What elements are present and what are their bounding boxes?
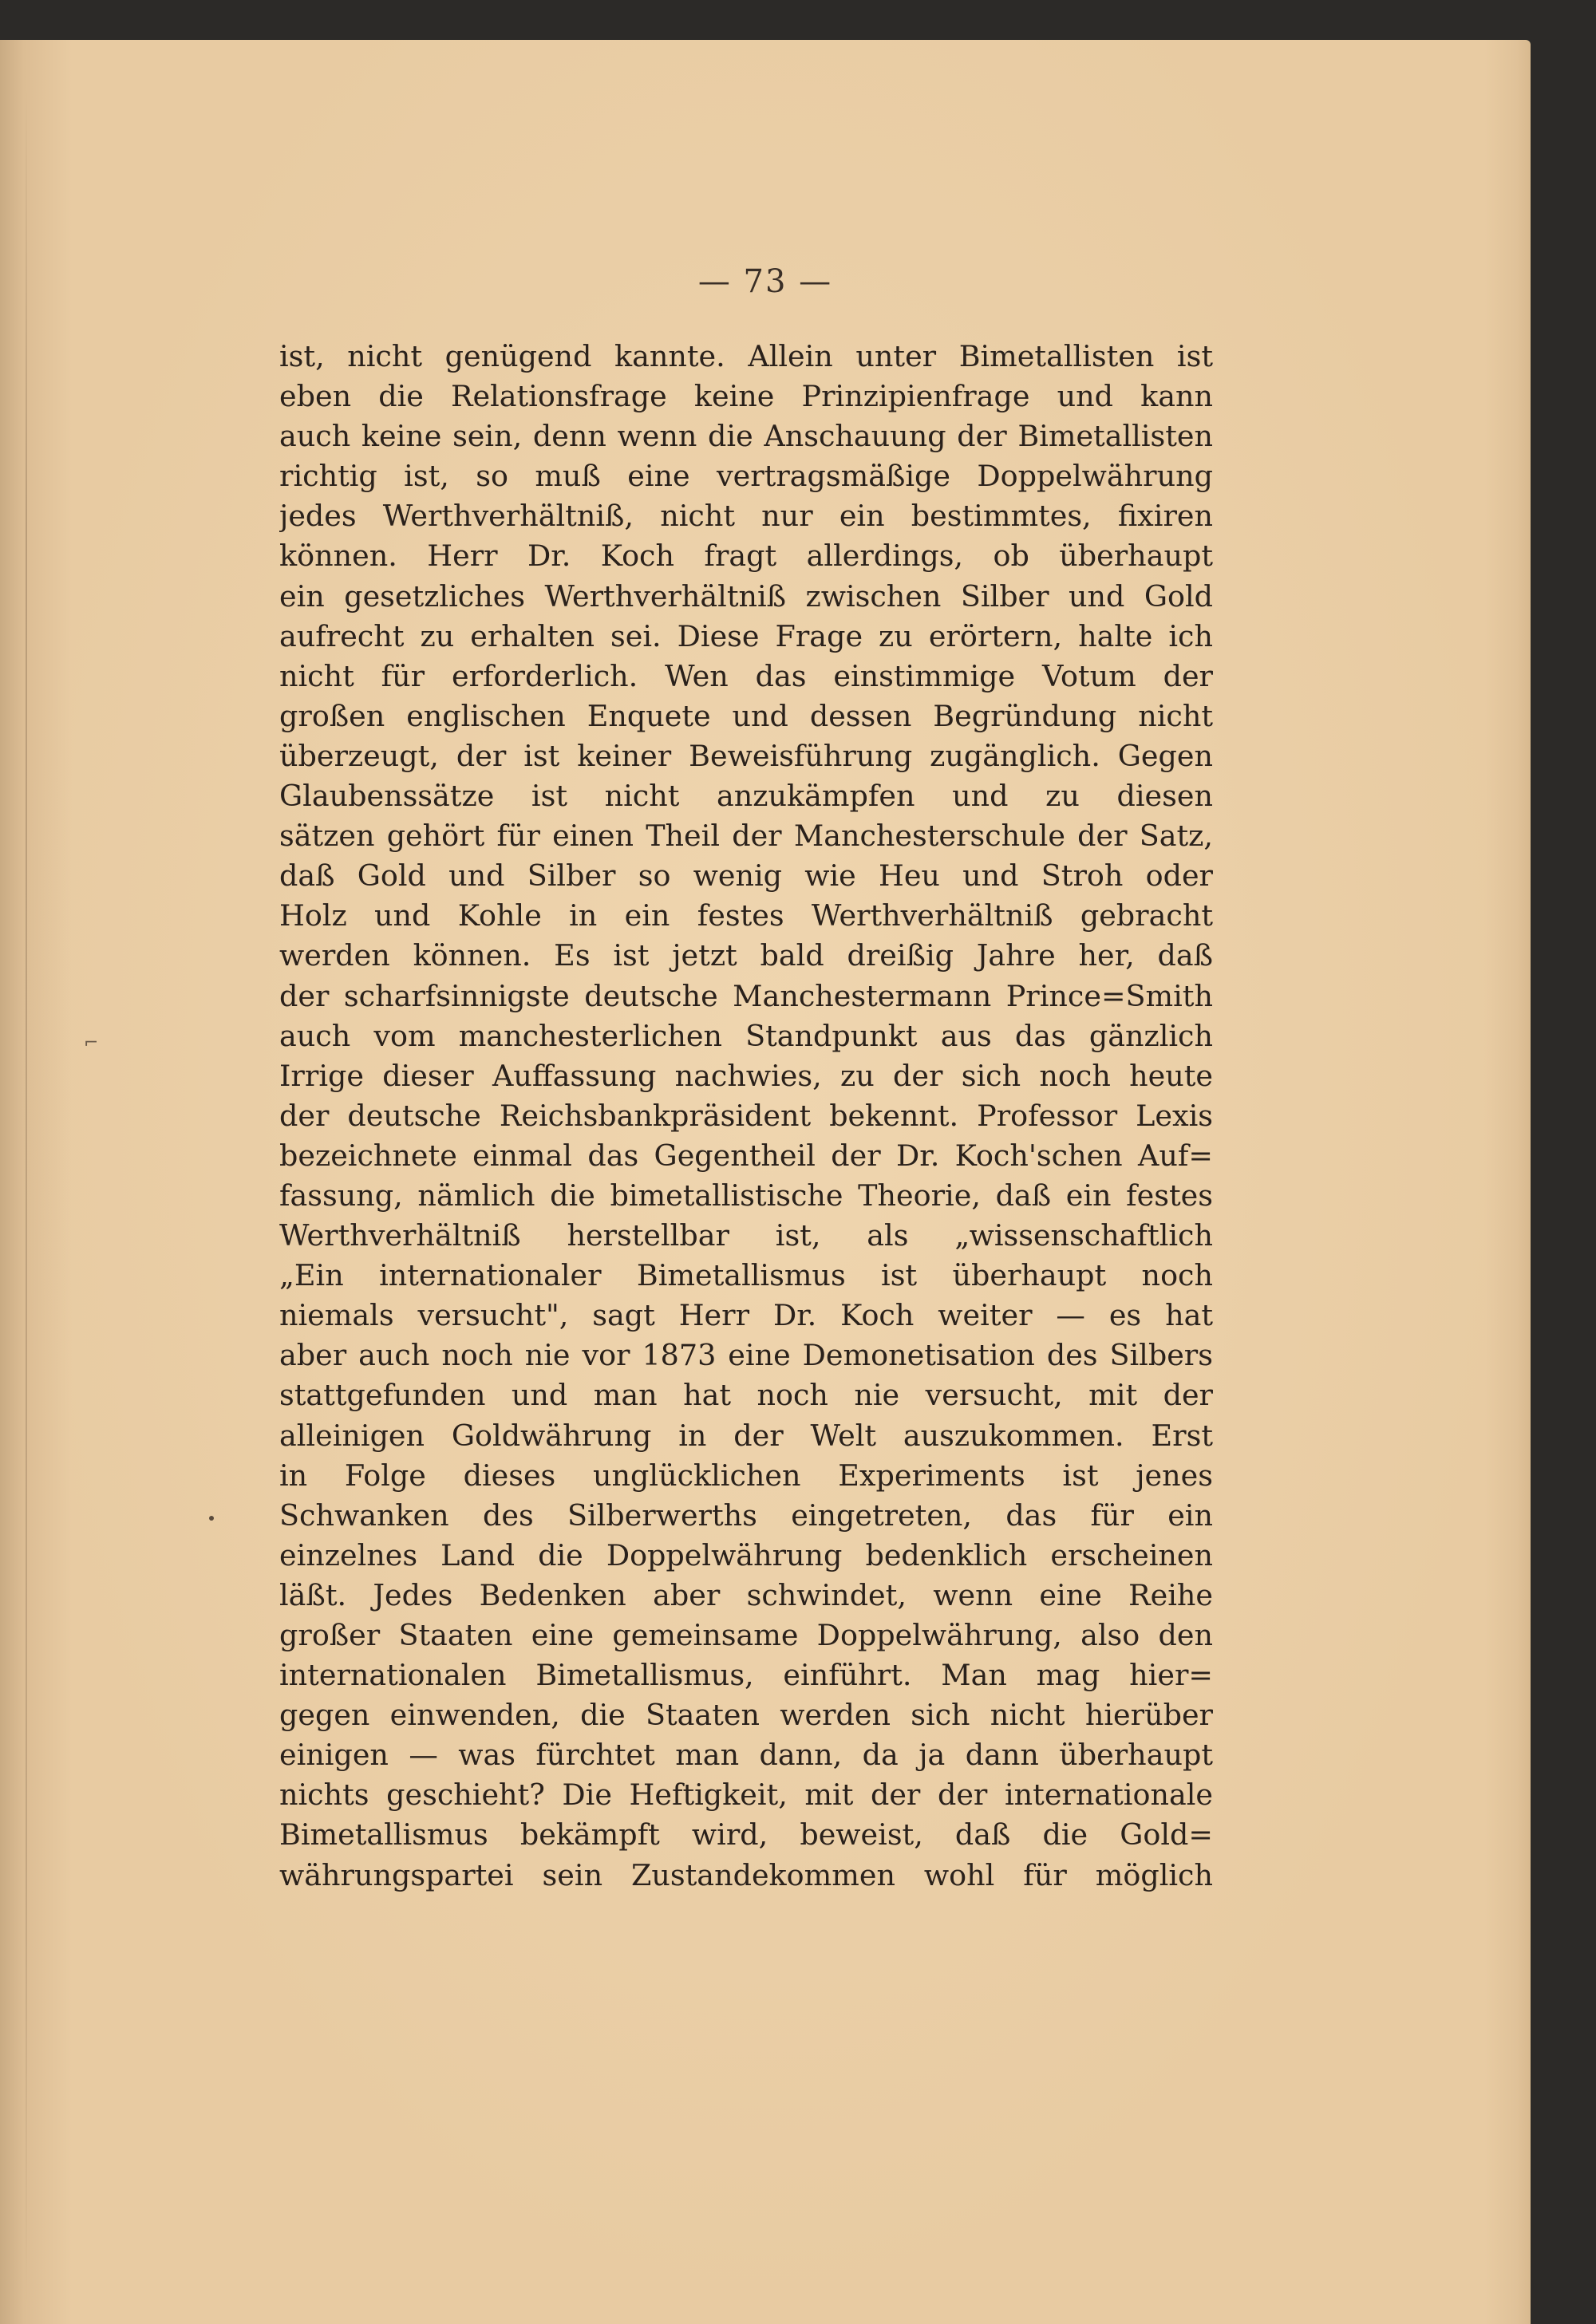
text-line: ist, nicht genügend kannte. Allein unter Bimetallisten ist	[279, 339, 1213, 373]
text-line: währungspartei sein Zustandekommen wohl für möglich	[279, 1857, 1213, 1892]
text-line: großen englischen Enquete und dessen Begründung nicht	[279, 698, 1213, 733]
text-line: „Ein internationaler Bimetallismus ist überhaupt noch	[279, 1258, 1213, 1293]
text-line: richtig ist, so muß eine vertragsmäßige Doppelwährung	[279, 459, 1213, 494]
text-line: der scharfsinnigste deutsche Manchestermann Prince=Smith	[279, 978, 1213, 1013]
text-line: Werthverhältniß herstellbar ist, als „wissenschaftlich	[279, 1218, 1213, 1253]
text-line: auch keine sein, denn wenn die Anschauung der Bimetallisten	[279, 419, 1213, 454]
page-fold-shadow	[26, 88, 27, 2306]
text-line: Glaubenssätze ist nicht anzukämpfen und zu diesen	[279, 779, 1213, 814]
text-line: aber auch noch nie vor 1873 eine Demonetisation des Silbers	[279, 1338, 1213, 1373]
text-line: großer Staaten eine gemeinsame Doppelwährung, also den	[279, 1618, 1213, 1652]
text-line: nicht für erforderlich. Wen das einstimmige Votum der	[279, 658, 1213, 693]
text-line: alleinigen Goldwährung in der Welt auszukommen. Erst	[279, 1418, 1213, 1453]
text-line: niemals versucht", sagt Herr Dr. Koch weiter — es hat	[279, 1298, 1213, 1333]
text-line: eben die Relationsfrage keine Prinzipienfrage und kann	[279, 379, 1213, 414]
text-line: fassung, nämlich die bimetallistische Theorie, daß ein festes	[279, 1178, 1213, 1213]
text-line: können. Herr Dr. Koch fragt allerdings, ob überhaupt	[279, 539, 1213, 574]
text-line: gegen einwenden, die Staaten werden sich nicht hierüber	[279, 1698, 1213, 1733]
text-line: daß Gold und Silber so wenig wie Heu und Stroh oder	[279, 858, 1213, 894]
page-number: — 73 —	[697, 263, 833, 300]
text-line: Bimetallismus bekämpft wird, beweist, daß die Gold=	[279, 1817, 1213, 1852]
text-line: einzelnes Land die Doppelwährung bedenklich erscheinen	[279, 1537, 1213, 1572]
text-line: Holz und Kohle in ein festes Werthverhältniß gebracht	[279, 898, 1213, 933]
book-page	[0, 40, 1531, 2324]
text-line: Irrige dieser Auffassung nachwies, zu der sich noch heute	[279, 1058, 1213, 1093]
text-line: aufrecht zu erhalten sei. Diese Frage zu erörtern, halte ich	[279, 618, 1213, 653]
text-line: läßt. Jedes Bedenken aber schwindet, wenn eine Reihe	[279, 1577, 1213, 1612]
text-line: Schwanken des Silberwerths eingetreten, das für ein	[279, 1497, 1213, 1533]
text-line: ein gesetzliches Werthverhältniß zwischen Silber und Gold	[279, 578, 1213, 614]
text-line: nichts geschieht? Die Heftigkeit, mit der der internationale	[279, 1778, 1213, 1813]
margin-mark: ⌐	[84, 1033, 99, 1053]
text-line: überzeugt, der ist keiner Beweisführung zugänglich. Gegen	[279, 738, 1213, 773]
text-line: internationalen Bimetallismus, einführt. Man mag hier=	[279, 1658, 1213, 1693]
text-line: in Folge dieses unglücklichen Experiments ist jenes	[279, 1458, 1213, 1493]
text-line: auch vom manchesterlichen Standpunkt aus das gänzlich	[279, 1018, 1213, 1053]
body-text	[279, 337, 1213, 1896]
margin-dot	[209, 1516, 214, 1521]
text-line: stattgefunden und man hat noch nie versucht, mit der	[279, 1378, 1213, 1413]
text-line: der deutsche Reichsbankpräsident bekennt. Professor Lexis	[279, 1098, 1213, 1133]
text-line: bezeichnete einmal das Gegentheil der Dr. Koch'schen Auf=	[279, 1138, 1213, 1173]
text-line: sätzen gehört für einen Theil der Manchesterschule der Satz,	[279, 819, 1213, 854]
text-line: werden können. Es ist jetzt bald dreißig Jahre her, daß	[279, 938, 1213, 973]
text-line: einigen — was fürchtet man dann, da ja dann überhaupt	[279, 1738, 1213, 1773]
text-line: jedes Werthverhältniß, nicht nur ein bestimmtes, fixiren	[279, 499, 1213, 534]
